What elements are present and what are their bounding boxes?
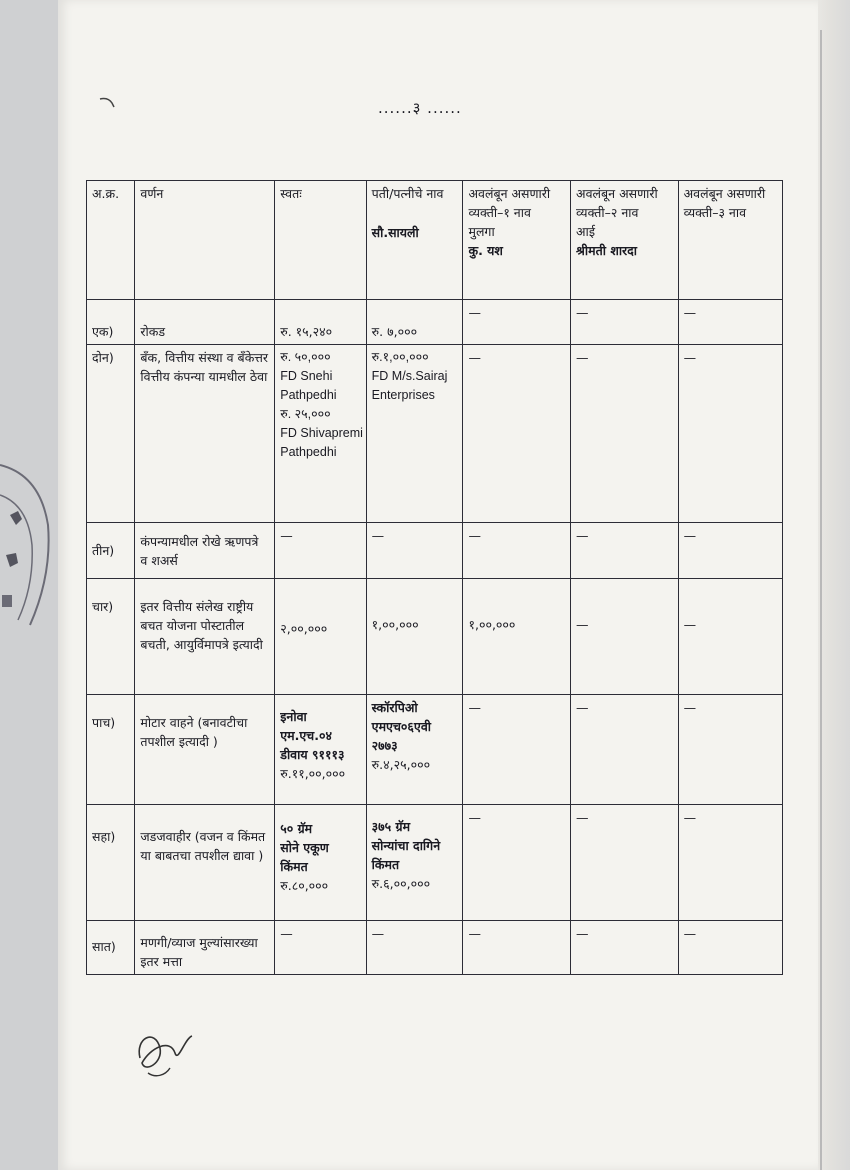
header-dependent-2 bbox=[571, 181, 679, 300]
row-sr: दोन) bbox=[87, 345, 135, 523]
header-sr: अ.क्र. bbox=[87, 181, 135, 300]
self-line: रु. ५०,००० bbox=[280, 350, 331, 364]
header-dep2-title: अवलंबून असणारी व्यक्ती–२ नाव bbox=[576, 186, 658, 220]
spouse-line: एमएच०६एवी bbox=[371, 719, 432, 734]
self-line: Pathpedhi bbox=[280, 445, 337, 459]
table-row bbox=[87, 300, 783, 345]
row-spouse-value: रु. ७,००० bbox=[366, 300, 463, 345]
self-line: ५० ग्रॅम bbox=[280, 821, 313, 836]
row-spouse-value bbox=[366, 345, 463, 523]
row-description: मोटार वाहने (बनावटीचा तपशील इत्यादी ) bbox=[135, 695, 275, 805]
spouse-line: रु.४,२५,००० bbox=[371, 757, 431, 772]
self-line: किंमत bbox=[280, 859, 308, 874]
row-spouse-value bbox=[366, 695, 463, 805]
row-sr: पाच) bbox=[87, 695, 135, 805]
spouse-line: २७७३ bbox=[371, 738, 398, 753]
spouse-line: FD M/s.Sairaj bbox=[371, 369, 448, 383]
self-line: रु.११,००,००० bbox=[280, 766, 346, 781]
spouse-line: रु.६,००,००० bbox=[371, 876, 431, 891]
self-line: Pathpedhi bbox=[280, 388, 337, 402]
header-dep2-relation: आई bbox=[576, 224, 595, 239]
page-number: ......३ ...... bbox=[378, 99, 462, 117]
self-line: रु.८०,००० bbox=[280, 878, 329, 893]
spouse-line: किंमत bbox=[371, 857, 400, 872]
header-spouse-name: सौ.सायली bbox=[371, 225, 419, 240]
row-description: कंपन्यामधील रोखे ऋणपत्रे व शअर्स bbox=[135, 523, 275, 579]
row-spouse-value: — bbox=[366, 523, 463, 579]
table-row bbox=[87, 695, 783, 805]
table-row bbox=[87, 345, 783, 523]
row-dep3-value: — bbox=[678, 300, 782, 345]
page-stack-line bbox=[820, 30, 822, 1170]
document-page bbox=[58, 0, 818, 1170]
table-row bbox=[87, 805, 783, 921]
spouse-line: सोन्यांचा दागिने bbox=[371, 838, 441, 853]
row-sr: एक) bbox=[87, 300, 135, 345]
header-dep3-title: अवलंबून असणारी व्यक्ती–३ नाव bbox=[683, 186, 766, 220]
row-dep1-value: — bbox=[463, 805, 571, 921]
row-dep3-value: — bbox=[678, 345, 782, 523]
row-dep1-value: — bbox=[463, 695, 571, 805]
row-spouse-value: — bbox=[366, 921, 463, 975]
row-dep2-value: — bbox=[571, 523, 679, 579]
row-dep1-value: — bbox=[463, 523, 571, 579]
row-dep1-value: — bbox=[463, 345, 571, 523]
table-row bbox=[87, 921, 783, 975]
row-dep1-value: — bbox=[463, 300, 571, 345]
header-self: स्वतः bbox=[275, 181, 366, 300]
header-dep1-name: कु. यश bbox=[468, 243, 503, 258]
row-dep2-value: — bbox=[571, 805, 679, 921]
row-self-value: — bbox=[275, 921, 366, 975]
header-dep1-relation: मुलगा bbox=[468, 224, 495, 239]
row-dep2-value: — bbox=[571, 695, 679, 805]
self-line: सोने एकूण bbox=[280, 840, 329, 855]
row-sr: तीन) bbox=[87, 523, 135, 579]
row-dep2-value: — bbox=[571, 300, 679, 345]
self-line: FD Shivapremi bbox=[280, 426, 363, 440]
row-description: जडजवाहीर (वजन व किंमत या बाबतचा तपशील द्यावा ) bbox=[135, 805, 275, 921]
row-description: बँक, वित्तीय संस्था व बँकेत्तर वित्तीय कंपन्या यामधील ठेवा bbox=[135, 345, 275, 523]
header-spouse bbox=[366, 181, 463, 300]
self-line: इनोवा bbox=[280, 709, 307, 724]
row-dep3-value: — bbox=[678, 695, 782, 805]
row-sr: सात) bbox=[87, 921, 135, 975]
row-self-value: २,००,००० bbox=[275, 579, 366, 695]
self-line: FD Snehi bbox=[280, 369, 333, 383]
row-dep3-value: — bbox=[678, 805, 782, 921]
header-dep2-name: श्रीमती शारदा bbox=[576, 243, 638, 258]
row-self-value: रु. १५,२४० bbox=[275, 300, 366, 345]
row-description: मणगी/व्याज मुल्यांसारख्या इतर मत्ता bbox=[135, 921, 275, 975]
asset-table bbox=[86, 180, 783, 975]
row-dep3-value: — bbox=[678, 579, 782, 695]
header-description: वर्णन bbox=[135, 181, 275, 300]
partial-stamp bbox=[0, 455, 58, 635]
pen-mark bbox=[98, 95, 118, 109]
spouse-line: स्कॉरपिओ bbox=[371, 700, 418, 715]
header-dependent-3 bbox=[678, 181, 782, 300]
row-spouse-value: १,००,००० bbox=[366, 579, 463, 695]
row-dep1-value: १,००,००० bbox=[463, 579, 571, 695]
header-row bbox=[87, 181, 783, 300]
header-dep1-title: अवलंबून असणारी व्यक्ती–१ नाव bbox=[468, 186, 551, 220]
row-self-value bbox=[275, 805, 366, 921]
row-self-value bbox=[275, 345, 366, 523]
row-self-value: — bbox=[275, 523, 366, 579]
row-dep3-value: — bbox=[678, 523, 782, 579]
row-dep2-value: — bbox=[571, 921, 679, 975]
table-row bbox=[87, 523, 783, 579]
row-dep3-value: — bbox=[678, 921, 782, 975]
row-spouse-value bbox=[366, 805, 463, 921]
row-description: रोकड bbox=[135, 300, 275, 345]
row-sr: चार) bbox=[87, 579, 135, 695]
self-line: एम.एच.०४ bbox=[280, 728, 332, 743]
signature bbox=[130, 1018, 200, 1088]
row-dep2-value: — bbox=[571, 579, 679, 695]
header-spouse-title: पती/पत्नीचे नाव bbox=[371, 186, 444, 201]
spouse-line: रु.१,००,००० bbox=[371, 350, 429, 364]
self-line: रु. २५,००० bbox=[280, 407, 331, 421]
row-description: इतर वित्तीय संलेख राष्ट्रीय बचत योजना पोस्टातील बचती, आयुर्विमापत्रे इत्यादी bbox=[135, 579, 275, 695]
header-dependent-1 bbox=[463, 181, 571, 300]
spouse-line: ३७५ ग्रॅम bbox=[371, 819, 411, 834]
table-row bbox=[87, 579, 783, 695]
row-dep1-value: — bbox=[463, 921, 571, 975]
row-sr: सहा) bbox=[87, 805, 135, 921]
self-line: डीवाय ९१११३ bbox=[280, 747, 345, 762]
row-dep2-value: — bbox=[571, 345, 679, 523]
row-self-value bbox=[275, 695, 366, 805]
spouse-line: Enterprises bbox=[371, 388, 435, 402]
